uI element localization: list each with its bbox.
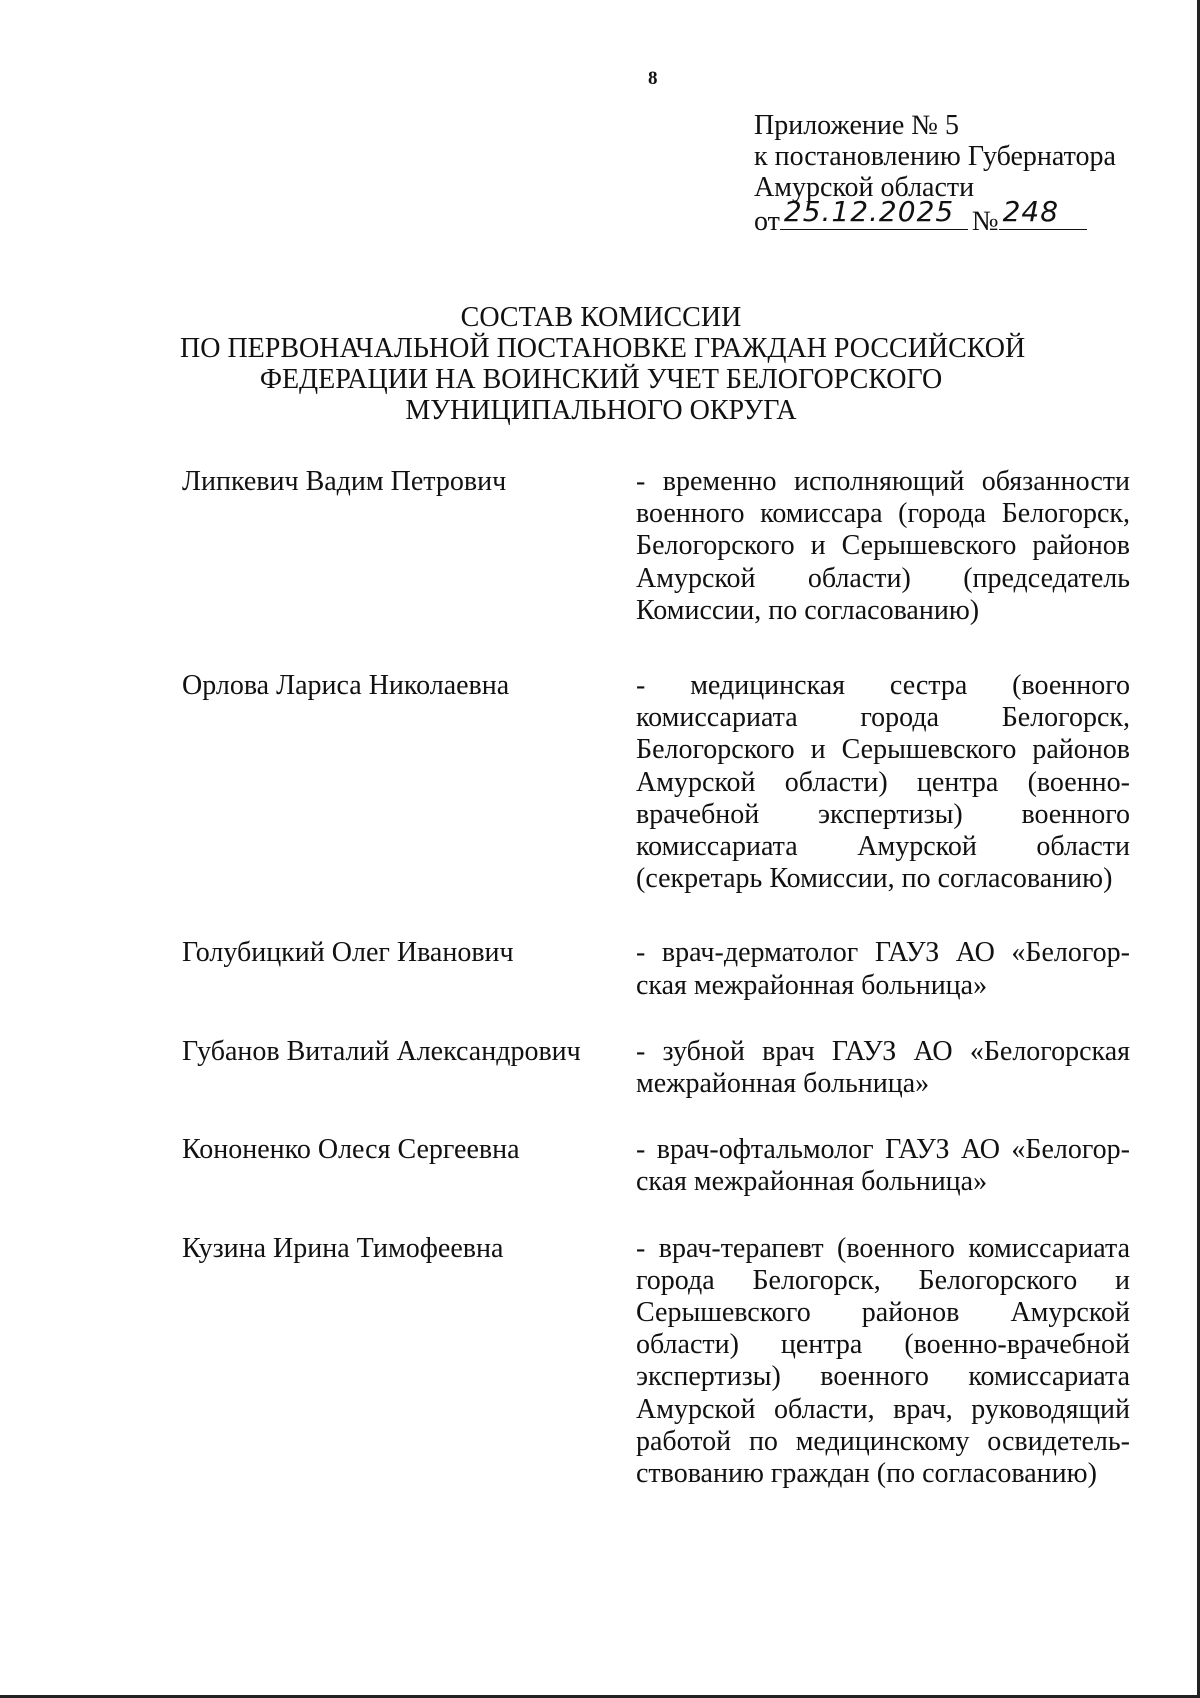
document-title [180, 302, 1026, 426]
page-number: 8 [648, 68, 658, 89]
title-line-2: ПО ПЕРВОНАЧАЛЬНОЙ ПОСТАНОВКЕ ГРАЖДАН РОССИЙСКОЙ [180, 333, 1026, 364]
member-name: Голубицкий Олег Иванович [182, 937, 514, 969]
date-field [780, 195, 968, 230]
title-line-1: СОСТАВ КОМИССИИ [460, 302, 742, 333]
member-name: Кононенко Олеся Сергеевна [182, 1134, 520, 1166]
member-role: - врач-офтальмолог ГАУЗ АО «Белогорская межрайонная больница» [636, 1134, 1130, 1198]
date-prefix: от [754, 206, 780, 237]
member-name: Кузина Ирина Тимофеевна [182, 1232, 504, 1264]
appendix-date-number-line [754, 195, 1116, 237]
member-row [182, 1134, 1130, 1198]
member-row [182, 937, 1130, 1001]
member-row [182, 670, 1130, 895]
title-line-3: ФЕДЕРАЦИИ НА ВОИНСКИЙ УЧЕТ БЕЛОГОРСКОГО [259, 364, 943, 395]
member-name: Орлова Лариса Николаевна [182, 670, 510, 702]
number-field [999, 195, 1087, 230]
handwritten-date: 25.12.2025 [783, 195, 955, 228]
member-role: - врач-дерматолог ГАУЗ АО «Белогорская межрайонная больница» [636, 937, 1130, 1001]
title-line-4: МУНИЦИПАЛЬНОГО ОКРУГА [405, 395, 797, 426]
member-role: - врач-терапевт (военного комиссариата города Белогорск, Белогорского и Серышевского районов Амурской области) центра (военно-врачебной экспертизы) военного комиссариата Амурской области, врач, руководящий работой по медицинскому освидетельствованию граждан (по согласованию) [636, 1232, 1130, 1490]
member-name: Губанов Виталий Александрович [182, 1035, 581, 1067]
member-name: Липкевич Вадим Петрович [182, 466, 507, 497]
member-row [182, 1036, 1130, 1100]
handwritten-number: 248 [1002, 195, 1060, 228]
appendix-line-3: Амурской области [754, 172, 975, 203]
member-role: - медицинская сестра (военного комиссариата города Белогорск, Белогорского и Серышевского районов Амурской области) центра (военно-врачебной экспертизы) военного комиссариата Амурской области (секретарь Комиссии, по согласованию) [636, 670, 1130, 895]
number-prefix: № [971, 206, 999, 237]
appendix-line-1: Приложение № 5 [754, 110, 959, 141]
members-list [182, 466, 1130, 1490]
member-row [182, 1233, 1130, 1491]
member-role: - временно исполняющий обязанности военного комиссара (города Белогорск, Белогорского и Серышевского районов Амурской области) (председатель Комиссии, по согласованию) [636, 466, 1130, 626]
appendix-line-2: к постановлению Губернатора [754, 141, 1116, 172]
appendix-block [754, 110, 1116, 237]
member-row [182, 466, 1130, 627]
member-role: - зубной врач ГАУЗ АО «Белогорская межрайонная больница» [636, 1035, 1130, 1100]
